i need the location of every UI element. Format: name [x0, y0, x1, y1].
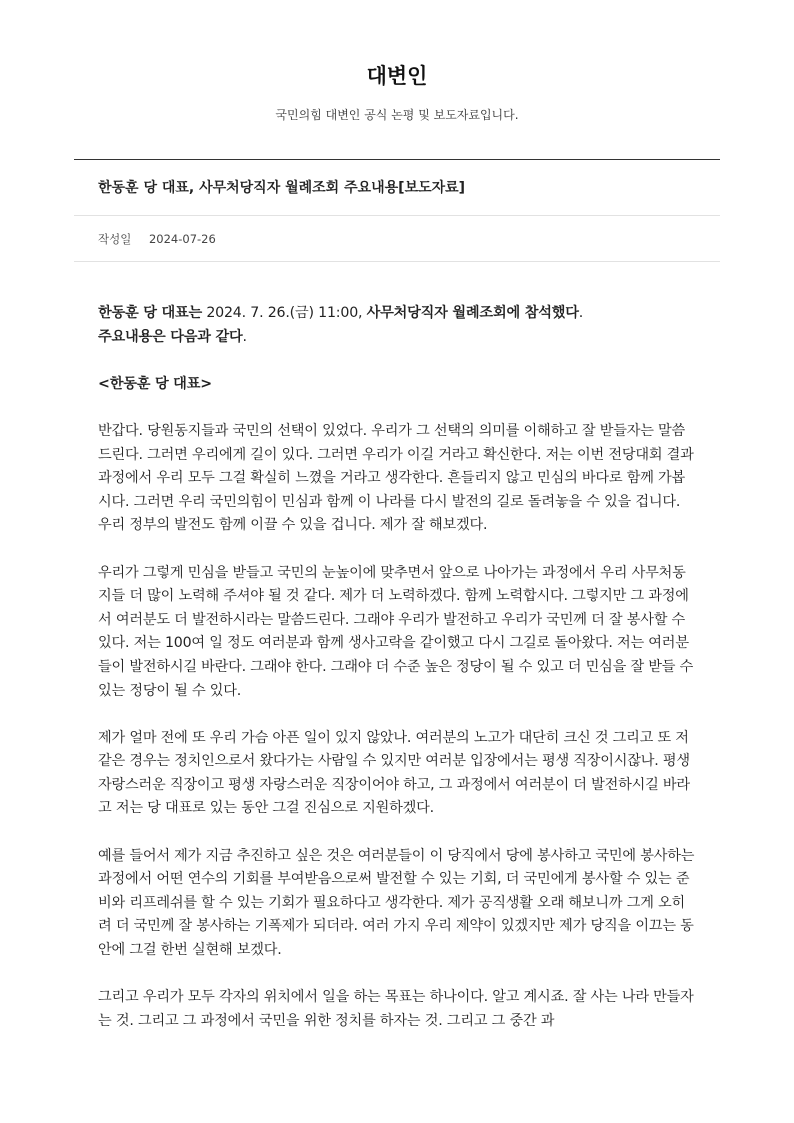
body-paragraph-5: 그리고 우리가 모두 각자의 위치에서 일을 하는 목표는 하나이다. 알고 계시죠. 잘 사는 나라 만들자는 것. 그리고 그 과정에서 국민을 위한 정치를 하자는 것. 그리고 그 중간 과: [98, 989, 694, 1029]
post-title: 한동훈 당 대표, 사무처당직자 월례조회 주요내용[보도자료]: [74, 160, 720, 216]
intro-bold-1: 한동훈 당 대표는: [98, 305, 203, 321]
post-body: [74, 262, 720, 1033]
date-label: 작성일: [98, 232, 132, 246]
section-heading: <한동훈 당 대표>: [98, 375, 212, 392]
site-header: [0, 0, 794, 123]
intro-plain-3: .: [242, 328, 247, 345]
body-paragraph-4: 예를 들어서 제가 지금 추진하고 싶은 것은 여러분들이 이 당직에서 당에 봉사하고 국민에 봉사하는 과정에서 어떤 연수의 기회를 부여받음으로써 발전할 수 있는 기회, 더 국민에게 봉사할 수 있는 준비와 리프레쉬를 할 수 있는 기회가 필요하다고 생각한다. 제가 공직생활 오래 해보니까 그게 오히려 더 국민께 잘 봉사하는 기폭제가 되더라. 여러 가지 우리 제약이 있겠지만 제가 당직을 이끄는 동안에 그걸 한번 실현해 보겠다.: [98, 847, 695, 959]
intro-plain-2: .: [578, 305, 584, 321]
body-paragraph-1: 반갑다. 당원동지들과 국민의 선택이 있었다. 우리가 그 선택의 의미를 이해하고 잘 받들자는 말씀드린다. 그러면 우리에게 길이 있다. 그러면 우리가 이길 거라고 확신한다. 저는 이번 전당대회 결과 과정에서 우리 모두 그걸 확실히 느꼈을 거라고 생각한다. 흔들리지 않고 민심의 바다로 함께 가봅시다. 그러면 우리 국민의힘이 민심과 함께 이 나라를 다시 발전의 길로 돌려놓을 수 있을 겁니다. 우리 정부의 발전도 함께 이끌 수 있을 겁니다. 제가 잘 해보겠다.: [98, 422, 694, 534]
body-paragraph-2: 우리가 그렇게 민심을 받들고 국민의 눈높이에 맞추면서 앞으로 나아가는 과정에서 우리 사무처동지들 더 많이 노력해 주셔야 될 것 같다. 제가 더 노력하겠다. 함께 노력합시다. 그렇지만 그 과정에서 여러분도 더 발전하시라는 말씀드린다. 그래야 우리가 발전하고 우리가 국민께 더 잘 봉사할 수 있다. 저는 100여 일 정도 여러분과 함께 생사고락을 같이했고 다시 그길로 돌아왔다. 저는 여러분들이 발전하시길 바란다. 그래야 한다. 그래야 더 수준 높은 정당이 될 수 있고 더 민심을 잘 받들 수 있는 정당이 될 수 있다.: [98, 564, 694, 699]
intro-bold-2: 사무처당직자 월례조회에 참석했다: [366, 305, 579, 321]
site-description: 국민의힘 대변인 공식 논평 및 보도자료입니다.: [275, 108, 519, 122]
body-paragraph-3: 제가 얼마 전에 또 우리 가슴 아픈 일이 있지 않았나. 여러분의 노고가 대단히 크신 것 그리고 또 저 같은 경우는 정치인으로서 왔다가는 사람일 수 있지만 여러분 입장에서는 평생 직장이시잖나. 평생 자랑스러운 직장이고 평생 자랑스러운 직장이어야 하고, 그 과정에서 여러분이 더 발전하시길 바라고 저는 당 대표로 있는 동안 그걸 진심으로 지원하겠다.: [98, 729, 690, 817]
intro-paragraph: [98, 302, 696, 349]
intro-bold-3: 주요내용은 다음과 같다: [98, 328, 243, 345]
post-meta: [74, 216, 720, 262]
post-date: 2024-07-26: [148, 232, 216, 246]
intro-plain-1: 2024. 7. 26.(금) 11:00,: [202, 305, 367, 321]
site-title: 대변인: [366, 64, 428, 88]
